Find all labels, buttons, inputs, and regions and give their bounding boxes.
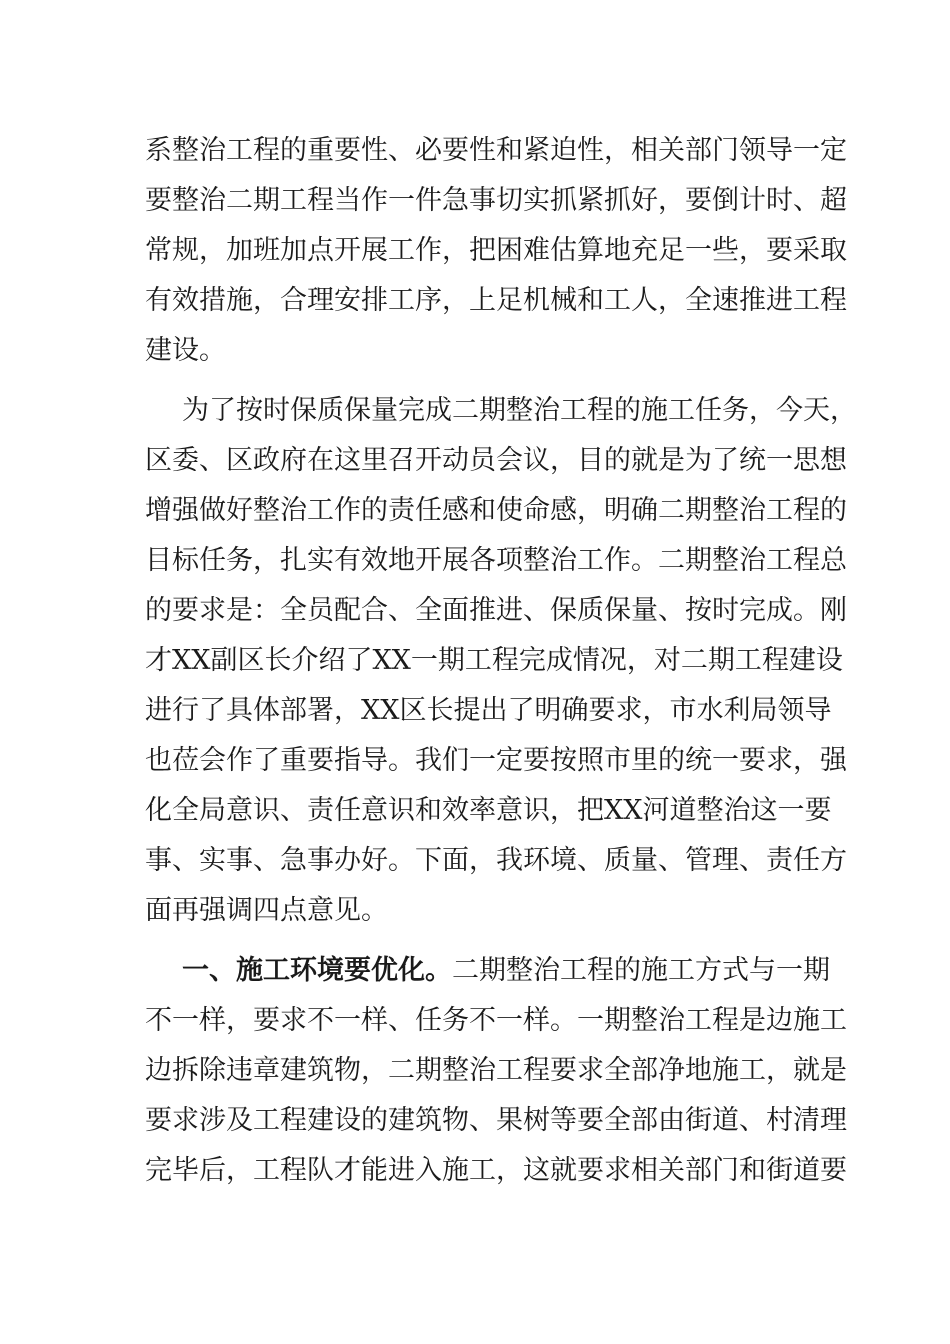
paragraph-line: 完毕后，工程队才能进入施工，这就要求相关部门和街道要 [145,1155,847,1186]
paragraph-line: 面再强调四点意见。 [145,895,388,926]
paragraph-line: 事、实事、急事办好。下面，我环境、质量、管理、责任方 [145,845,847,876]
paragraph-line: 才XX副区长介绍了XX一期工程完成情况，对二期工程建设 [145,645,843,676]
paragraph-line: 也莅会作了重要指导。我们一定要按照市里的统一要求，强 [145,745,847,776]
heading-line-text: 二期整治工程的施工方式与一期 [452,955,830,986]
paragraph-line: 进行了具体部署，XX区长提出了明确要求，市水利局领导 [145,695,832,726]
paragraph-line: 要求涉及工程建设的建筑物、果树等要全部由街道、村清理 [145,1105,847,1136]
paragraph-line: 增强做好整治工作的责任感和使命感，明确二期整治工程的 [145,495,847,526]
paragraph-line: 要整治二期工程当作一件急事切实抓紧抓好，要倒计时、超 [145,185,847,216]
paragraph-line: 系整治工程的重要性、必要性和紧迫性，相关部门领导一定 [145,135,847,166]
paragraph-line: 常规，加班加点开展工作，把困难估算地充足一些，要采取 [145,235,847,266]
paragraph-line: 边拆除违章建筑物，二期整治工程要求全部净地施工，就是 [145,1055,847,1086]
paragraph-line: 区委、区政府在这里召开动员会议，目的就是为了统一思想 [145,445,847,476]
paragraph-line: 为了按时保质保量完成二期整治工程的施工任务，今天， [182,395,857,426]
paragraph-line: 不一样，要求不一样、任务不一样。一期整治工程是边施工 [145,1005,847,1036]
paragraph-line: 的要求是：全员配合、全面推进、保质保量、按时完成。刚 [145,595,847,626]
paragraph-line: 化全局意识、责任意识和效率意识，把XX河道整治这一要 [145,795,832,826]
section-heading: 一、施工环境要优化。 [182,955,452,986]
paragraph-line: 有效措施，合理安排工序，上足机械和工人，全速推进工程 [145,285,847,316]
paragraph-line: 目标任务，扎实有效地开展各项整治工作。二期整治工程总 [145,545,847,576]
paragraph-line [182,951,830,991]
paragraph-line: 建设。 [145,335,226,366]
